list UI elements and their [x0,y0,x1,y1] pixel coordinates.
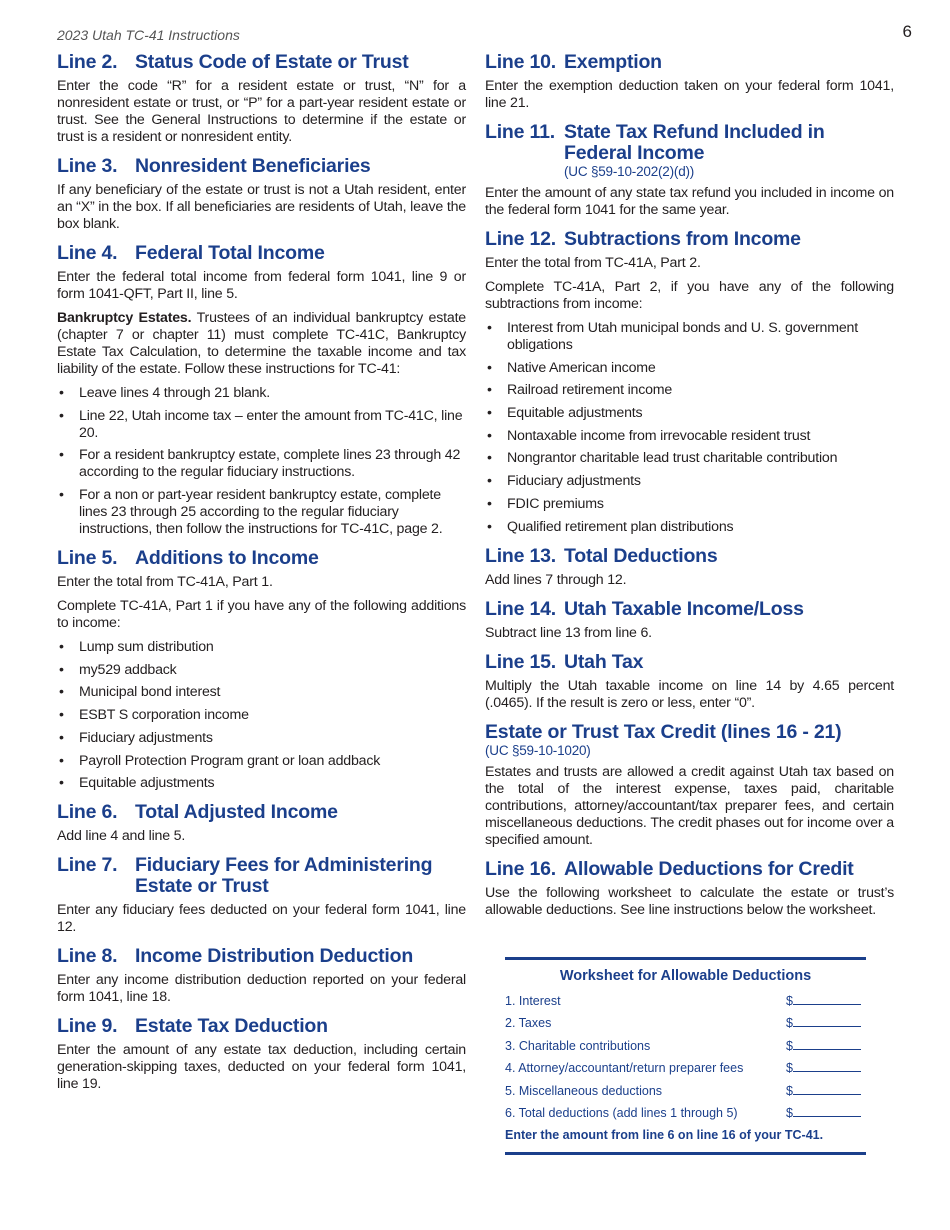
worksheet-amount-field [786,1014,866,1036]
paragraph: Enter the code “R” for a resident estate or trust, “N” for a nonresident estate or trust, or “P” for a part-year resident estate or trust. See the General Instructions to determine if the estate or trust is a resident or nonresident entity. [57,78,466,145]
section-line-16 [485,859,894,919]
page-number: 6 [902,22,912,41]
currency-symbol: $ [786,1061,793,1076]
bullet-item: • Municipal bond interest [57,684,466,701]
bullet-item: • ESBT S corporation income [57,707,466,724]
paragraph: Enter the total from TC-41A, Part 2. [485,255,701,271]
paragraph: Enter any fiduciary fees deducted on your federal form 1041, line 12. [57,902,466,936]
section-line-5 [57,548,466,792]
bankruptcy-paragraph [57,310,466,378]
worksheet-row-label: 4. Attorney/accountant/return preparer fees [505,1061,744,1076]
section-line-2 [57,52,466,146]
section-line-8 [57,946,466,1006]
bullet-item: • Interest from Utah municipal bonds and U. S. government obligations [485,320,894,354]
worksheet-row-label: 1. Interest [505,994,561,1008]
paragraph: Subtract line 13 from line 6. [485,624,652,641]
worksheet-row-label: 2. Taxes [505,1016,552,1031]
paragraph: Enter the exemption deduction taken on your federal form 1041, line 21. [485,78,894,111]
section-heading: Line 9. Estate Tax Deduction [57,1015,328,1038]
bullet-item: • Native American income [485,360,894,377]
section-line-14 [485,599,894,642]
paragraph: Estates and trusts are allowed a credit against Utah tax based on the total of the interest expense, taxes paid, charitable contributions, attorney/accountant/tax preparer fees, and certain miscellaneous deductions. The credit phases out for income over a specified amount. [485,763,894,848]
section-line-4 [57,243,466,538]
worksheet-row [505,1037,866,1059]
worksheet-title: Worksheet for Allowable Deductions [559,968,812,984]
paragraph: Add lines 7 through 12. [485,571,627,588]
worksheet-row-label: 6. Total deductions (add lines 1 through 5) [505,1105,738,1120]
currency-symbol: $ [786,1016,793,1031]
paragraph: Enter any income distribution deduction reported on your federal form 1041, line 18. [57,972,466,1006]
blank-line [793,1014,861,1027]
section-heading: Line 8. Income Distribution Deduction [57,945,414,968]
bullet-list [57,639,466,792]
bullet-list [485,320,894,536]
bullet-item: • Nontaxable income from irrevocable resident trust [485,428,894,445]
currency-symbol: $ [786,1083,793,1098]
section-line-10 [485,52,894,112]
paragraph: Enter the amount of any estate tax deduction, including certain generation-skipping taxes, deducted on your federal form 1041, line 19. [57,1042,466,1093]
page-header-title: 2023 Utah TC-41 Instructions [57,27,240,43]
section-line-15 [485,652,894,712]
paragraph: Use the following worksheet to calculate the estate or trust’s allowable deductions. See line instructions below the worksheet. [485,884,894,918]
blank-line [793,992,861,1005]
bullet-item: • Equitable adjustments [57,775,466,792]
section-heading: Line 16. Allowable Deductions for Credit [485,857,854,880]
section-line-7 [57,855,466,936]
bullet-item: • Nongrantor charitable lead trust charitable contribution [485,450,894,467]
bullet-item: • Line 22, Utah income tax – enter the amount from TC-41C, line 20. [57,408,466,442]
section-line-3 [57,156,466,233]
section-heading: Line 13. Total Deductions [485,544,718,567]
section-heading: Line 2. Status Code of Estate or Trust [57,51,409,73]
allowable-deductions-worksheet [505,957,866,1155]
bullet-item: • Leave lines 4 through 21 blank. [57,385,466,402]
paragraph: If any beneficiary of the estate or trust is not a Utah resident, enter an “X” in the box. If all beneficiaries are residents of Utah, leave the box blank. [57,182,466,232]
bullet-list [57,385,466,538]
section-heading: Line 3. Nonresident Beneficiaries [57,155,371,177]
worksheet-row-label: 5. Miscellaneous deductions [505,1083,663,1098]
paragraph: Enter the total from TC-41A, Part 1. [57,574,273,591]
section-line-12 [485,229,894,536]
worksheet-row-label: 3. Charitable contributions [505,1038,651,1053]
worksheet-amount-field [786,1059,866,1081]
section-heading: Estate or Trust Tax Credit (lines 16 - 21) (UC §59-10-1020) [485,722,894,759]
section-heading: Line 12. Subtractions from Income [485,228,801,250]
right-column [485,52,894,929]
worksheet-amount-field [786,1082,866,1104]
bullet-item: • Qualified retirement plan distributions [485,519,894,536]
bullet-item: • Railroad retirement income [485,382,894,399]
worksheet-amount-field [786,1104,866,1126]
worksheet-amount-field [786,992,866,1014]
section-heading: Line 7. Fiduciary Fees for Administering Estate or Trust [57,854,433,898]
paragraph: Add line 4 and line 5. [57,828,186,845]
bullet-item: • Equitable adjustments [485,405,894,422]
paragraph: Complete TC-41A, Part 1 if you have any of the following additions to income: [57,598,466,632]
bullet-item: • Fiduciary adjustments [57,730,466,747]
worksheet-row [505,1014,866,1036]
paragraph: Multiply the Utah taxable income on line 14 by 4.65 percent (.0465). If the result is zero or less, enter “0”. [485,677,894,711]
section-line-11 [485,122,894,219]
currency-symbol: $ [786,1105,793,1120]
worksheet-row [505,1104,866,1126]
worksheet-note: Enter the amount from line 6 on line 16 of your TC-41. [505,1128,824,1143]
blank-line [793,1059,861,1072]
left-column [57,52,466,1103]
worksheet-row [505,1059,866,1081]
section-line-9 [57,1016,466,1093]
blank-line [793,1037,861,1050]
section-tax-credit [485,722,894,849]
worksheet-row [505,992,866,1014]
paragraph: Enter the federal total income from federal form 1041, line 9 or form 1041-QFT, Part II, line 5. [57,269,466,302]
section-heading: Line 11. State Tax Refund Included in Federal Income (UC §59-10-202(2)(d)) [485,122,894,180]
bullet-item: • FDIC premiums [485,496,894,513]
bullet-item: • For a non or part-year resident bankruptcy estate, complete lines 23 through 25 according to the regular fiduciary instructions, then follow the instructions for TC-41C, page 2. [57,487,466,538]
section-heading: Line 14. Utah Taxable Income/Loss [485,597,804,620]
section-heading: Line 10. Exemption [485,51,662,73]
section-heading: Line 15. Utah Tax [485,650,644,673]
bullet-item: • Fiduciary adjustments [485,473,894,490]
bankruptcy-label: Bankruptcy Estates. [57,310,192,326]
blank-line [793,1082,861,1095]
blank-line [793,1104,861,1117]
bullet-item: • my529 addback [57,662,466,679]
statute-citation: (UC §59-10-1020) [485,742,591,758]
bullet-item: • Lump sum distribution [57,639,466,656]
bankruptcy-text: Trustees of an individual bankruptcy estate (chapter 7 or chapter 11) must complete TC-41C, Bankruptcy Estate Tax Calculation, to determine the taxable income and tax liability of the estate. Follow these instructions for TC-41: [57,310,467,377]
bullet-item: • Payroll Protection Program grant or loan addback [57,753,466,770]
section-heading: Line 5. Additions to Income [57,547,319,570]
statute-citation: (UC §59-10-202(2)(d)) [564,164,695,179]
section-line-6 [57,802,466,845]
section-line-13 [485,546,894,589]
paragraph: Enter the amount of any state tax refund you included in income on the federal form 1041 for the same year. [485,185,894,218]
worksheet-amount-field [786,1037,866,1059]
bullet-item: • For a resident bankruptcy estate, complete lines 23 through 42 according to the regular fiduciary instructions. [57,447,466,481]
currency-symbol: $ [786,1038,793,1053]
worksheet-row [505,1082,866,1104]
section-heading: Line 6. Total Adjusted Income [57,801,338,824]
currency-symbol: $ [786,994,793,1008]
section-heading: Line 4. Federal Total Income [57,242,325,264]
paragraph: Complete TC-41A, Part 2, if you have any of the following subtractions from income: [485,279,894,312]
worksheet-rows [505,992,866,1126]
